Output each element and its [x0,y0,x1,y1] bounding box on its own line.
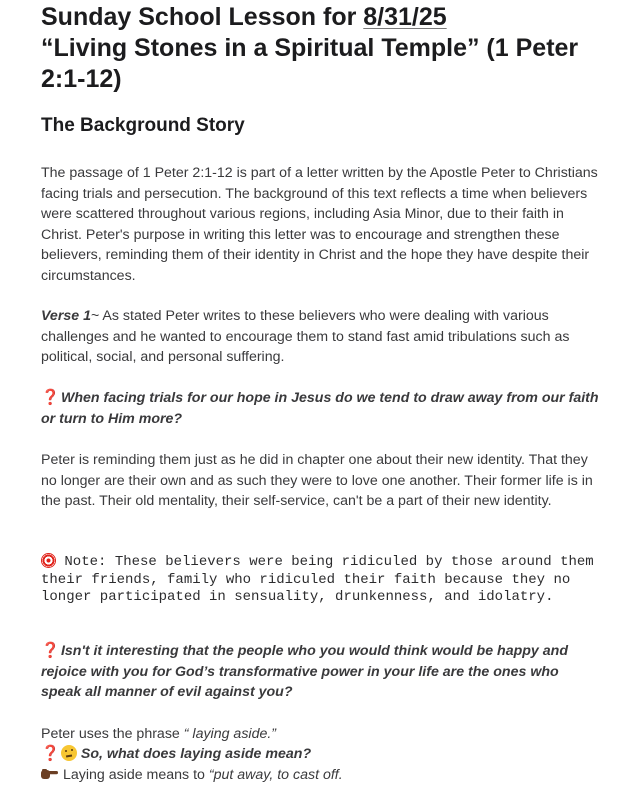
lesson-page [41,0,601,783]
question-mark-icon: ❓ [41,642,60,659]
lesson-title [41,0,601,95]
question-3 [41,744,601,765]
question-mark-icon: ❓ [41,745,60,762]
pointing-right-icon [41,768,59,780]
title-prefix: Sunday School Lesson for [41,3,364,31]
verse-1-label: Verse 1 [41,308,91,324]
note-block [41,553,601,607]
question-mark-icon: ❓ [41,389,60,406]
lesson-date[interactable]: 8/31/25 [363,3,447,31]
identity-paragraph: Peter is reminding them just as he did in chapter one about their new identity. That they no longer are their own and as such they were to love one another. Their former life is in the past. Their old mentality, their self-service, can't be a part of their new identity. [41,452,593,510]
lesson-subtitle: “Living Stones in a Spiritual Temple” (1 Peter 2:1-12) [41,34,579,93]
thinking-face-icon [61,745,77,761]
answer-prefix: Laying aside means to [62,767,209,783]
note-text: Note: These believers were being ridiculed by those around them their friends, family who ridiculed their faith because they no longer participated in sensuality, drunkenness, and idolatry. [41,554,594,606]
question-1 [41,388,601,429]
question-2 [41,641,601,703]
verse-1-text: ~ As stated Peter writes to these believers who were dealing with various challenges and he wanted to encourage them to stand fast amid tribulations such as political, social, and personal suffering. [41,308,570,366]
phrase-prefix: Peter uses the phrase [41,726,184,742]
phrase-line [41,724,601,745]
section-heading: The Background Story [41,115,245,136]
question-3-text: So, what does laying aside mean? [80,746,312,762]
question-1-text: When facing trials for our hope in Jesus do we tend to draw away from our faith or turn to Him more? [41,390,599,427]
answer-meaning: “put away, to cast off. [208,767,343,783]
answer-line [41,765,601,786]
background-paragraph: The passage of 1 Peter 2:1-12 is part of a letter written by the Apostle Peter to Christians facing trials and persecution. The background of this text reflects a time when believers were scattered throughout various regions, including Asia Minor, due to their faith in Christ. Peter's purpose in writing this letter was to encourage and strengthen these believers, reminding them of their identity in Christ and the hope they have despite their circumstances. [41,165,598,284]
verse-1-paragraph [41,306,601,368]
phrase-quote: “ laying aside.” [183,726,277,742]
target-icon [41,553,56,568]
question-2-text: Isn't it interesting that the people who you would think would be happy and rejoice with you for God’s transformative power in your life are the ones who speak all manner of evil against you? [41,643,568,701]
